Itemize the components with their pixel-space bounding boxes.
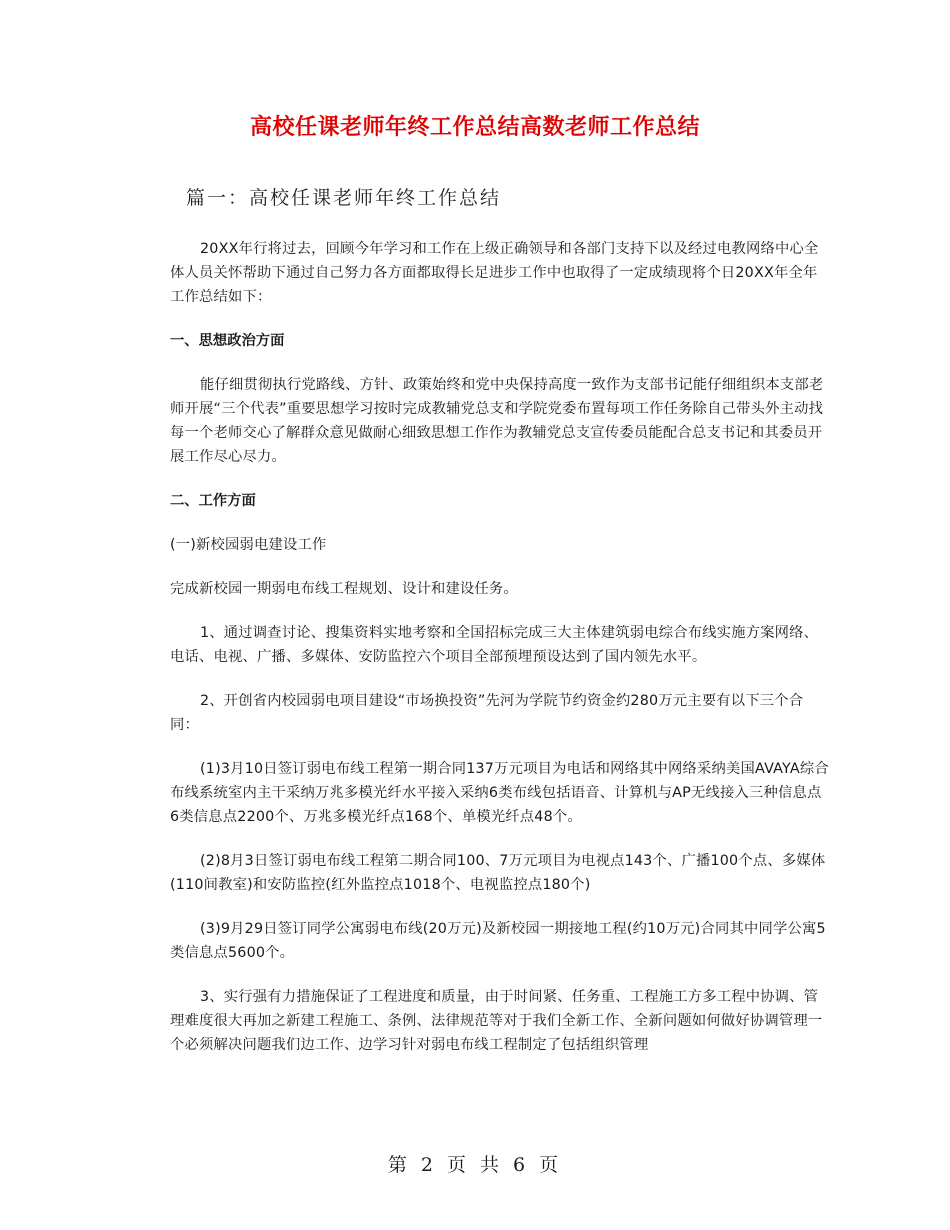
heading-work: 二、工作方面 <box>170 493 256 509</box>
paragraph-contract-1: (1)3月10日签订弱电布线工程第一期合同137万元项目为电话和网络其中网络采纳美国AVAYA综合布线系统室内主干采纳万兆多模光纤水平接入采纳6类布线包括语音、计算机与AP无线接入三种信息点6类信息点2200个、万兆多模光纤点168个、单模光纤点48个。 <box>170 761 829 825</box>
subheading-campus: (一)新校园弱电建设工作 <box>170 537 327 553</box>
paragraph-item-1: 1、通过调查讨论、搜集资料实地考察和全国招标完成三大主体建筑弱电综合布线实施方案网络、电话、电视、广播、多媒体、安防监控六个项目全部预埋预设达到了国内领先水平。 <box>170 625 819 665</box>
paragraph-item-2: 2、开创省内校园弱电项目建设“市场换投资”先河为学院节约资金约280万元主要有以下三个合同： <box>170 693 804 733</box>
document-title: 高校任课老师年终工作总结高数老师工作总结 <box>249 115 700 140</box>
paragraph-intro: 20XX年行将过去，回顾今年学习和工作在上级正确领导和各部门支持下以及经过电教网络中心全体人员关怀帮助下通过自己努力各方面都取得长足进步工作中也取得了一定成绩现将个日20XX年全年工作总结如下： <box>170 241 819 305</box>
document-body <box>170 237 830 1077</box>
paragraph-contract-3: (3)9月29日签订同学公寓弱电布线(20万元)及新校园一期接地工程(约10万元)合同其中同学公寓5类信息点5600个。 <box>170 921 826 961</box>
paragraph-contract-2: (2)8月3日签订弱电布线工程第二期合同100、7万元项目为电视点143个、广播100个点、多媒体(110间教室)和安防监控(红外监控点1018个、电视监控点180个) <box>170 853 826 893</box>
section-subtitle: 篇一：高校任课老师年终工作总结 <box>186 187 502 209</box>
paragraph-campus-summary: 完成新校园一期弱电布线工程规划、设计和建设任务。 <box>170 581 518 597</box>
page-footer: 第 2 页 共 6 页 <box>387 1154 563 1176</box>
paragraph-item-3: 3、实行强有力措施保证了工程进度和质量，由于时间紧、任务重、工程施工方多工程中协调、管理难度很大再加之新建工程施工、条例、法律规范等对于我们全新工作、全新问题如何做好协调管理一个必须解决问题我们边工作、边学习针对弱电布线工程制定了包括组织管理 <box>170 989 823 1053</box>
heading-political: 一、思想政治方面 <box>170 333 285 349</box>
paragraph-political: 能仔细贯彻执行党路线、方针、政策始终和党中央保持高度一致作为支部书记能仔细组织本支部老师开展“三个代表”重要思想学习按时完成教辅党总支和学院党委布置每项工作任务除自己带头外主动找每一个老师交心了解群众意见做耐心细致思想工作作为教辅党总支宣传委员能配合总支书记和其委员开展工作尽心尽力。 <box>170 377 824 465</box>
